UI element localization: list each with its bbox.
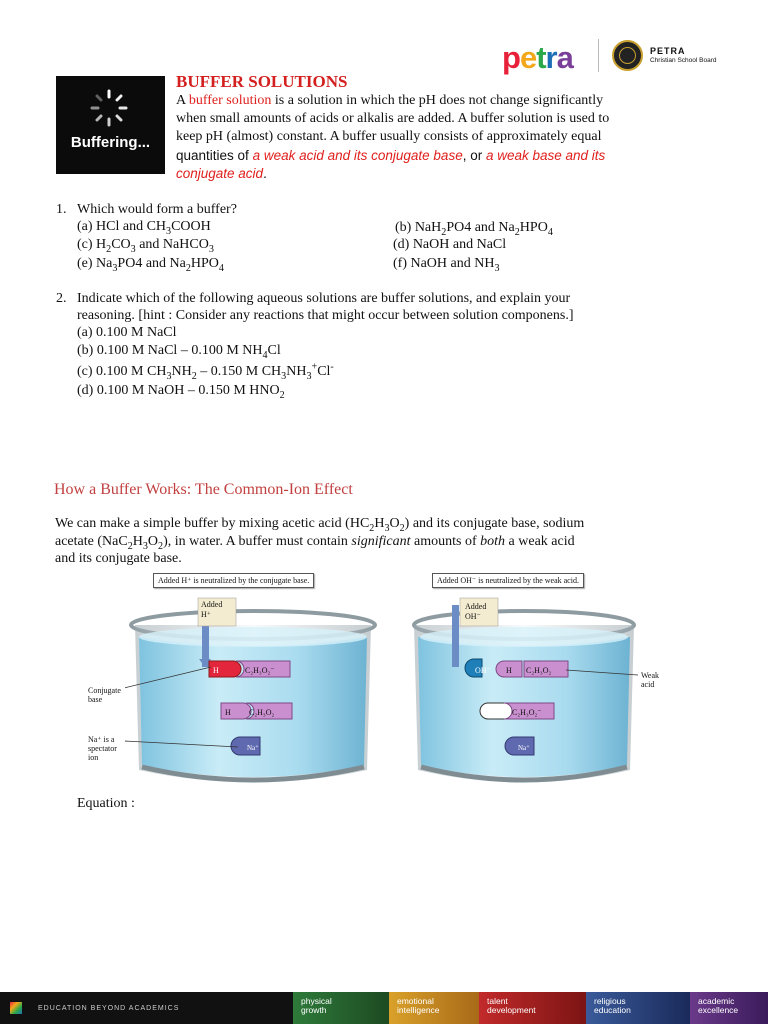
- added-h-label-2: H⁺: [201, 610, 211, 619]
- footer-tile-emotional: emotional intelligence: [389, 992, 479, 1024]
- logo-divider: [598, 39, 599, 72]
- q2-option-b: (b) 0.100 M NaCl – 0.100 M $NH_4Cl$: [77, 343, 281, 361]
- q1-option-f: (f) NaOH and $NH_3$: [393, 256, 500, 274]
- weak-acid-label-1: Weak: [641, 671, 660, 680]
- q1-option-d: (d) NaOH and NaCl: [393, 237, 507, 252]
- weak-acid-label-2: acid: [641, 680, 655, 689]
- board-name: PETRA: [650, 46, 686, 56]
- h-ion-label: H: [213, 666, 219, 675]
- board-subtitle: Christian School Board: [650, 57, 717, 64]
- weak-acid-acetate-right: C₂H₃O₂: [526, 666, 552, 675]
- conjugate-base-label-1: Conjugate: [88, 686, 121, 695]
- weak-acid-h-label: H: [225, 708, 231, 717]
- equation-label: Equation :: [77, 796, 135, 811]
- petra-logo: petra: [502, 40, 573, 75]
- acetate-ion-label: C₂H₃O₂⁻: [245, 666, 275, 675]
- q2-line-2: reasoning. [hint : Consider any reactions that might occur between solution componens.]: [77, 308, 574, 323]
- q2-number: 2.: [56, 291, 67, 306]
- seal-inner-ring: [619, 47, 636, 64]
- conjugate-base-label-2: base: [88, 695, 103, 704]
- added-oh-label-2: OH⁻: [465, 612, 481, 621]
- q1-option-c: (c) $H_2CO_3$ and NaHCO$_3$: [77, 237, 214, 255]
- page-title: BUFFER SOLUTIONS: [176, 72, 348, 91]
- right-diagram-caption: Added OH⁻ is neutralized by the weak acid.: [432, 573, 584, 588]
- footer-logo-icon: [10, 1002, 22, 1014]
- intro-line-3: keep pH (almost) constant. A buffer usually consists of approximately equal: [176, 129, 602, 144]
- q1-option-a: (a) HCl and $CH_3COOH$: [77, 219, 211, 237]
- weak-acid-acetate-label: C₂H₃O₂: [249, 708, 275, 717]
- right-beaker-diagram: [408, 595, 640, 795]
- footer-tile-academic: academic excellence: [690, 992, 768, 1024]
- na-ion-right: Na⁺: [518, 744, 530, 752]
- intro-line-1: A buffer solution is a solution in which the pH does not change significantly: [176, 93, 604, 108]
- q2-option-a: (a) 0.100 M NaCl: [77, 325, 177, 340]
- footer-tile-physical: physical growth: [293, 992, 389, 1024]
- added-h-label-1: Added: [201, 600, 223, 609]
- intro-line-5: conjugate acid.: [176, 166, 267, 181]
- q2-option-d: (d) 0.100 M NaOH – 0.150 M $HNO_2$: [77, 383, 285, 401]
- section-heading: How a Buffer Works: The Common-Ion Effect: [54, 481, 353, 498]
- conjugate-acetate-right: C₂H₃O₂⁻: [512, 708, 542, 717]
- para-line-3: and its conjugate base.: [55, 551, 182, 566]
- q2-option-c: (c) 0.100 M $CH_3NH_2 - 0.150$ M $CH_3NH_3^+Cl^-$: [77, 361, 334, 382]
- q1-option-e: (e) $Na_3PO4$ and $Na_2HPO_4$: [77, 256, 224, 274]
- para-line-2: acetate $(NaC_2H_3O_2)$, in water. A buffer must contain significant amounts of both a weak acid: [55, 534, 575, 552]
- spectator-label-1: Na⁺ is a: [88, 735, 115, 744]
- q1-number: 1.: [56, 202, 67, 217]
- q1-option-b: (b) NaH$_2$PO4 and $Na_2HPO_4$: [395, 220, 553, 238]
- spectator-label-3: ion: [88, 753, 99, 762]
- na-ion-label: Na⁺: [247, 744, 259, 752]
- oh-ion-label: OH⁻: [475, 666, 491, 675]
- buffering-label: Buffering...: [70, 134, 151, 151]
- footer-tile-talent: talent development: [479, 992, 586, 1024]
- intro-line-4: quantities of a weak acid and its conjugate base, or a weak base and its: [176, 148, 606, 163]
- weak-acid-h-right: H: [506, 666, 512, 675]
- q2-line-1: Indicate which of the following aqueous solutions are buffer solutions, and explain your: [77, 291, 571, 306]
- left-beaker-diagram: [125, 595, 385, 795]
- left-diagram-caption: Added H⁺ is neutralized by the conjugate base.: [153, 573, 314, 588]
- spectator-label-2: spectator: [88, 744, 117, 753]
- q1-question: Which would form a buffer?: [77, 202, 237, 217]
- para-line-1: We can make a simple buffer by mixing acetic acid $(HC_2H_3O_2)$ and its conjugate base, sodium: [55, 516, 585, 534]
- loading-spinner-icon: [89, 88, 129, 128]
- intro-line-2: when small amounts of acids or alkalis are added. A buffer solution is used to: [176, 111, 610, 126]
- footer-tile-religious: religious education: [586, 992, 690, 1024]
- added-oh-label-1: Added: [465, 602, 487, 611]
- footer-motto: EDUCATION BEYOND ACADEMICS: [38, 1005, 180, 1012]
